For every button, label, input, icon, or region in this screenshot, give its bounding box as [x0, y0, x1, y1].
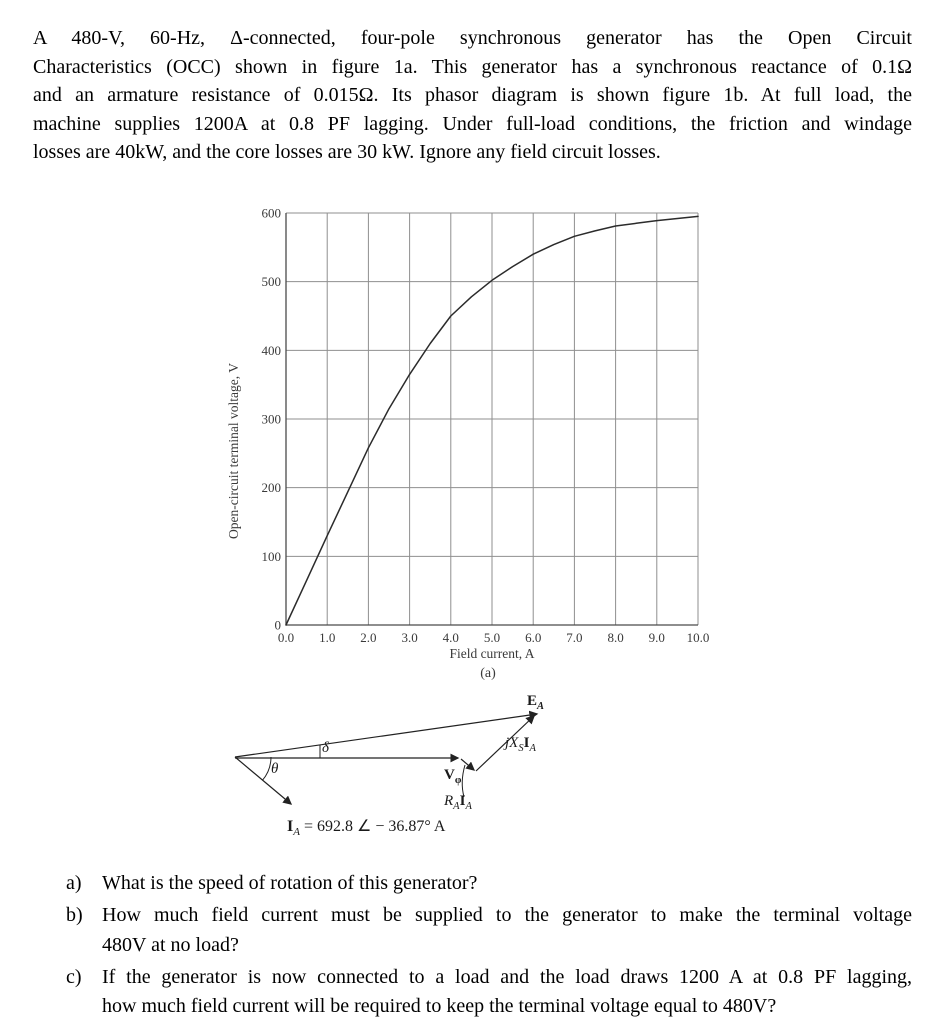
- paragraph-line: machine supplies 1200A at 0.8 PF lagging. Under full-load conditions, the friction and windage: [33, 112, 912, 135]
- question-line: What is the speed of rotation of this generator?: [102, 872, 478, 894]
- y-tick-label: 300: [261, 411, 281, 427]
- question-line: 480V at no load?: [102, 933, 239, 956]
- paragraph-line: A 480-V, 60-Hz, Δ-connected, four-pole synchronous generator has the Open Circuit: [33, 27, 912, 49]
- y-tick-label: 0: [274, 617, 281, 633]
- occ-chart-svg: [200, 195, 760, 685]
- ra-ia-label: $R_AI_A$: [444, 793, 472, 812]
- question-text: [102, 869, 912, 899]
- ea-label: $E_A$: [527, 693, 545, 712]
- vphi-label: $V_\varphi$: [444, 767, 462, 786]
- y-tick-label: 400: [261, 342, 281, 358]
- question-marker: a): [66, 872, 82, 894]
- jxs-ia-label: $jX_SI_A$: [505, 735, 536, 754]
- delta-angle-label: δ: [322, 740, 329, 756]
- paragraph-line: losses are 40kW, and the core losses are 30 kW. Ignore any field circuit losses.: [33, 141, 661, 164]
- ia-vector: [235, 757, 291, 804]
- x-tick-label: 0.0: [277, 630, 295, 645]
- x-tick-label: 6.0: [525, 630, 542, 645]
- problem-statement: [33, 24, 912, 167]
- question-list: [66, 869, 912, 1024]
- y-axis-label: Open-circuit terminal voltage, V: [226, 363, 241, 539]
- ia-equation: $I_A = 692.8$ ∠ − 36.87° A: [287, 818, 446, 839]
- theta-angle-arc: [263, 757, 272, 780]
- paragraph-line: and an armature resistance of 0.015Ω. Its phasor diagram is shown figure 1b. At full load, the: [33, 84, 912, 107]
- question-b: [66, 901, 912, 960]
- theta-angle-label: θ: [271, 761, 279, 777]
- question-text: [102, 901, 912, 960]
- ra-ia-vector: [461, 759, 474, 770]
- y-tick-label: 600: [261, 205, 281, 221]
- x-tick-label: 3.0: [401, 630, 418, 645]
- question-line: how much field current will be required to keep the terminal voltage equal to 480V?: [102, 995, 777, 1017]
- question-marker: b): [66, 904, 83, 926]
- question-text: [102, 963, 912, 1022]
- paragraph-line: Characteristics (OCC) shown in figure 1a. This generator has a synchronous reactance of 0.1Ω: [33, 55, 912, 78]
- x-tick-label: 8.0: [607, 630, 624, 645]
- x-axis-label: Field current, A: [449, 646, 535, 661]
- ea-vector: [235, 714, 537, 757]
- y-tick-label: 200: [261, 480, 281, 496]
- question-c: [66, 963, 912, 1022]
- y-tick-label: 100: [261, 548, 281, 564]
- question-line: If the generator is now connected to a load and the load draws 1200 A at 0.8 PF lagging,: [102, 965, 912, 988]
- x-tick-label: 9.0: [648, 630, 665, 645]
- x-tick-label: 2.0: [360, 630, 377, 645]
- occ-chart-figure: [200, 195, 760, 685]
- question-a: [66, 869, 912, 899]
- x-tick-label: 1.0: [319, 630, 336, 645]
- question-marker: c): [66, 965, 82, 988]
- y-tick-label: 500: [261, 274, 281, 290]
- figure-caption: (a): [480, 666, 496, 681]
- x-tick-label: 4.0: [442, 630, 459, 645]
- x-tick-label: 10.0: [686, 630, 710, 645]
- x-tick-label: 5.0: [483, 630, 501, 645]
- x-tick-label: 7.0: [566, 630, 583, 645]
- question-line: How much field current must be supplied to the generator to make the terminal voltage: [102, 904, 912, 926]
